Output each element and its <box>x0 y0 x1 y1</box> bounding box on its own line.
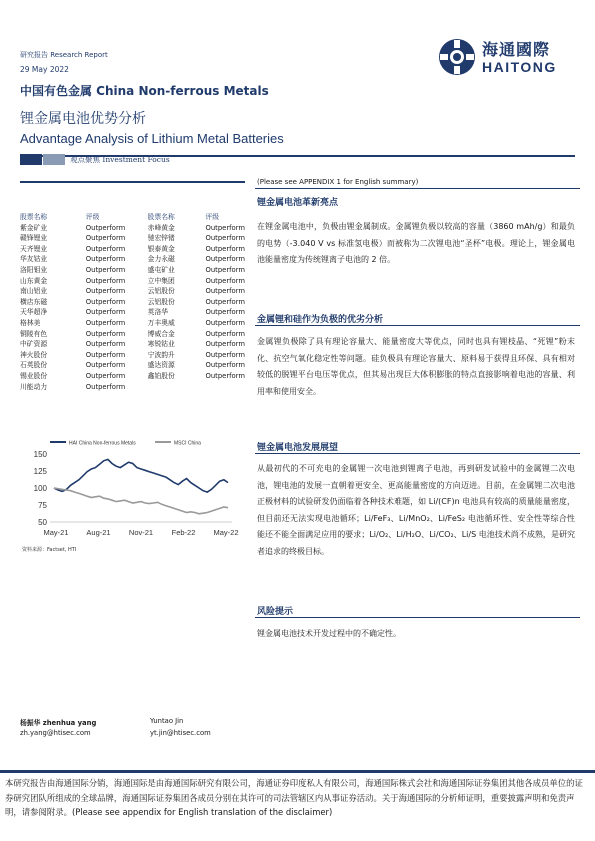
focus-block-light <box>43 154 65 165</box>
stock-rating-cell: Outperform <box>85 234 126 243</box>
section-body-4: 锂金属电池技术开发过程中的不确定性。 <box>257 629 401 638</box>
stock-name-cell: 天华超净 <box>20 308 48 317</box>
stock-name-cell: 中矿资源 <box>20 340 48 349</box>
logo-text-en: HAITONG <box>482 59 557 75</box>
stock-table-row <box>20 276 245 287</box>
stock-rating-cell: Outperform <box>205 318 245 327</box>
stock-name-cell: 宁波韵升 <box>147 350 175 359</box>
stock-rating-cell: Outperform <box>205 308 245 317</box>
performance-chart <box>20 432 245 562</box>
stock-name-cell: 横店东磁 <box>20 297 48 306</box>
stock-name-cell: 银泰黄金 <box>147 244 175 253</box>
haitong-logo <box>437 35 577 80</box>
footer-rule <box>0 770 595 773</box>
stock-rating-cell: Outperform <box>205 329 245 338</box>
stock-table-header-cell: 评级 <box>85 213 100 221</box>
stock-name-cell: 博威合金 <box>147 329 175 338</box>
stock-rating-cell: Outperform <box>85 318 126 327</box>
report-title-en: Advantage Analysis of Lithium Metal Batteries <box>20 131 284 146</box>
stock-rating-cell: Outperform <box>205 265 245 274</box>
section-body-3: 从最初代的不可充电的金属锂一次电池到锂离子电池，再到研发试验中的金属锂二次电池，锂电池的发展一直朝着更安全、更高能量密度的方向迈进。目前，在金属锂二次电池正极材料的试验研发仍面临着各种技术难题，如 Li/(CF)n 电池具有较高的质量能量密度，但目前还无法实现电池循环；Li/FeF₃、Li/MnO₂、Li/FeS₂ 电池循环性、安全性等综合性能还不能全面满足应用的要求；Li/O₂、Li/H₂O、Li/CO₂、Li/S 电池技术尚不成熟，是研究者追求的终极目标。 <box>257 464 575 556</box>
stock-rating-cell: Outperform <box>205 287 245 296</box>
stock-table-row <box>20 318 245 329</box>
stock-name-cell: 石英股份 <box>20 361 48 370</box>
stock-table-row <box>20 382 245 393</box>
stock-name-cell: 鑫铂股份 <box>147 371 175 380</box>
performance-chart-svg <box>20 432 245 544</box>
section-heading-4: 风险提示 <box>257 607 294 617</box>
section-rule-4 <box>255 617 580 618</box>
stock-rating-cell: Outperform <box>205 244 245 253</box>
haitong-emblem-icon <box>437 37 477 77</box>
stock-rating-cell <box>206 382 246 393</box>
sector-title: 中国有色金属 China Non-ferrous Metals <box>20 84 269 98</box>
author-2-email[interactable]: yt.jin@htisec.com <box>150 729 211 737</box>
stock-table-row <box>20 286 245 297</box>
disclaimer-footer: 本研究报告由海通国际分销，海通国际是由海通国际研究有限公司，海通证券印度私人有限公司，海通国际株式会社和海通国际证券集团其他各成员单位的证券研究团队所组成的全球品牌，海通国际证券集团各成员分别在其许可的司法管辖区内从事证券活动。关于海通国际的分析师证明，重要披露声明和免责声明，请参阅附录。(Please see appendix for English translation of the disclaimer) <box>5 778 583 817</box>
stock-name-cell: 洛阳钼业 <box>20 265 48 274</box>
stock-name-cell: 神火股份 <box>20 350 48 359</box>
author-2-name: Yuntao Jin <box>150 717 184 725</box>
stock-name-cell: 盛屯矿业 <box>147 265 175 274</box>
stock-name-cell: 云铝股份 <box>147 287 175 296</box>
y-tick-label: 75 <box>38 501 47 510</box>
stock-name-cell: 川能动力 <box>20 382 48 391</box>
y-tick-label: 150 <box>33 450 47 459</box>
stock-rating-cell: Outperform <box>205 297 245 306</box>
stock-rating-cell: Outperform <box>85 371 126 380</box>
stock-rating-cell: Outperform <box>205 340 245 349</box>
section-rule-3 <box>255 453 580 454</box>
report-date: 29 May 2022 <box>20 65 69 74</box>
section-heading-2: 金属锂和硅作为负极的优劣分析 <box>257 315 384 325</box>
english-summary-note: (Please see APPENDIX 1 for English summary) <box>257 178 419 186</box>
stock-name-cell: 南山铝业 <box>20 287 48 296</box>
x-tick-label: Feb-22 <box>171 528 196 537</box>
y-tick-label: 50 <box>38 518 47 527</box>
stock-rating-cell: Outperform <box>85 382 126 391</box>
stock-rating-cell: Outperform <box>85 340 126 349</box>
stock-table-row <box>20 350 245 361</box>
legend-label: MSCI China <box>174 440 201 447</box>
stock-name-cell: 万丰奥威 <box>147 318 175 327</box>
stock-table-row <box>20 339 245 350</box>
logo-text-cn: 海通國際 <box>482 40 551 59</box>
y-tick-label: 100 <box>33 484 47 493</box>
stock-rating-cell: Outperform <box>205 223 245 232</box>
stock-table-row <box>20 254 245 265</box>
stock-rating-cell: Outperform <box>205 234 245 243</box>
stock-rating-cell: Outperform <box>85 350 126 359</box>
stock-table-row <box>20 329 245 340</box>
stock-rating-cell: Outperform <box>205 350 245 359</box>
stock-rating-cell: Outperform <box>85 265 126 274</box>
stock-table-row <box>20 233 245 244</box>
section-body-2: 金属锂负极除了具有理论容量大、能量密度大等优点，同时也具有锂枝晶、“死锂”粉末化、抗空气氧化稳定性等问题。硅负极具有理论容量大、原料易于获得且环保、具有相对较低的脱锂平台电压等优点，但其易出现巨大体积膨胀的特点直接影响着电池的容量、利用率和使用安全。 <box>257 337 575 396</box>
section-heading-1: 锂金属电池革新亮点 <box>257 198 339 208</box>
stock-rating-cell: Outperform <box>85 308 126 317</box>
x-tick-label: May-22 <box>213 528 239 537</box>
stock-rating-cell: Outperform <box>85 361 126 370</box>
stock-rating-cell: Outperform <box>85 287 126 296</box>
left-column-rule <box>20 181 245 183</box>
stock-table-row <box>20 297 245 308</box>
stock-rating-cell: Outperform <box>205 255 245 264</box>
stock-name-cell: 立中集团 <box>147 276 175 285</box>
stock-rating-cell: Outperform <box>205 371 245 380</box>
section-rule-2 <box>255 325 580 326</box>
stock-rating-cell: Outperform <box>85 329 126 338</box>
report-title-cn: 锂金属电池优势分析 <box>20 111 146 127</box>
stock-rating-cell: Outperform <box>85 297 126 306</box>
stock-table-header <box>20 212 245 223</box>
stock-table-row <box>20 244 245 255</box>
stock-table-row <box>20 223 245 234</box>
focus-label: 观点聚焦 Investment Focus <box>70 155 170 164</box>
series-line-1 <box>54 459 228 492</box>
x-tick-label: May-21 <box>43 528 69 537</box>
stock-table-row <box>20 265 245 276</box>
focus-block-dark <box>20 154 42 165</box>
stock-rating-cell: Outperform <box>85 244 126 253</box>
stock-name-cell: 山东黄金 <box>20 276 48 285</box>
stock-name-cell: 寒锐钴业 <box>147 340 175 349</box>
stock-name-cell: 锡业股份 <box>20 371 48 380</box>
stock-name-cell: 紫金矿业 <box>20 223 48 232</box>
author-1-name: 杨振华 zhenhua yang <box>20 719 97 727</box>
stock-rating-cell: Outperform <box>205 361 245 370</box>
right-column-rule <box>255 188 580 189</box>
author-1-email[interactable]: zh.yang@htisec.com <box>20 729 91 737</box>
stock-name-cell: 驰宏锌锗 <box>147 234 175 243</box>
x-tick-label: Nov-21 <box>128 528 154 537</box>
stock-name-cell: 华友钴业 <box>20 255 48 264</box>
report-tag: 研究报告 Research Report <box>20 51 108 59</box>
stock-ratings-table <box>20 212 245 392</box>
section-body-1: 在锂金属电池中，负极由锂金属制成。金属锂负极以较高的容量（3860 mAh/g）和最负的电势（-3.040 V vs 标准氢电极）而被称为二次锂电池“圣杯”电极。理论上，锂金属电池能量密度为传统锂离子电池的 2 倍。 <box>257 222 575 264</box>
stock-name-cell: 天齐锂业 <box>20 244 48 253</box>
x-tick-label: Aug-21 <box>86 528 111 537</box>
stock-table-row <box>20 307 245 318</box>
stock-name-cell: 格林美 <box>20 318 41 327</box>
stock-name-cell: 金力永磁 <box>147 255 175 264</box>
stock-rating-cell: Outperform <box>85 223 126 232</box>
stock-rating-cell: Outperform <box>205 276 245 285</box>
stock-name-cell: 英洛华 <box>147 308 169 317</box>
stock-name-cell: 云铝股份 <box>147 297 175 306</box>
stock-name-cell: 铜陵有色 <box>20 329 48 338</box>
series-line-2 <box>54 488 228 514</box>
stock-name-cell: 赤峰黄金 <box>147 223 175 232</box>
stock-table-header-cell: 评级 <box>205 213 220 221</box>
stock-table-row <box>20 371 245 382</box>
section-heading-3: 锂金属电池发展展望 <box>257 443 339 453</box>
stock-table-row <box>20 360 245 371</box>
chart-source: 资料来源：Factset, HTI <box>22 547 77 553</box>
stock-name-cell: 赣锋锂业 <box>20 234 48 243</box>
stock-rating-cell: Outperform <box>85 276 126 285</box>
stock-name-cell: 盛达资源 <box>147 361 175 370</box>
stock-name-cell <box>148 382 206 393</box>
y-tick-label: 125 <box>33 467 47 476</box>
stock-rating-cell: Outperform <box>85 255 126 264</box>
legend-label: HAI China Non-ferrous Metals <box>69 440 136 447</box>
stock-table-header-cell: 股票名称 <box>147 213 175 221</box>
stock-table-header-cell: 股票名称 <box>20 213 48 221</box>
